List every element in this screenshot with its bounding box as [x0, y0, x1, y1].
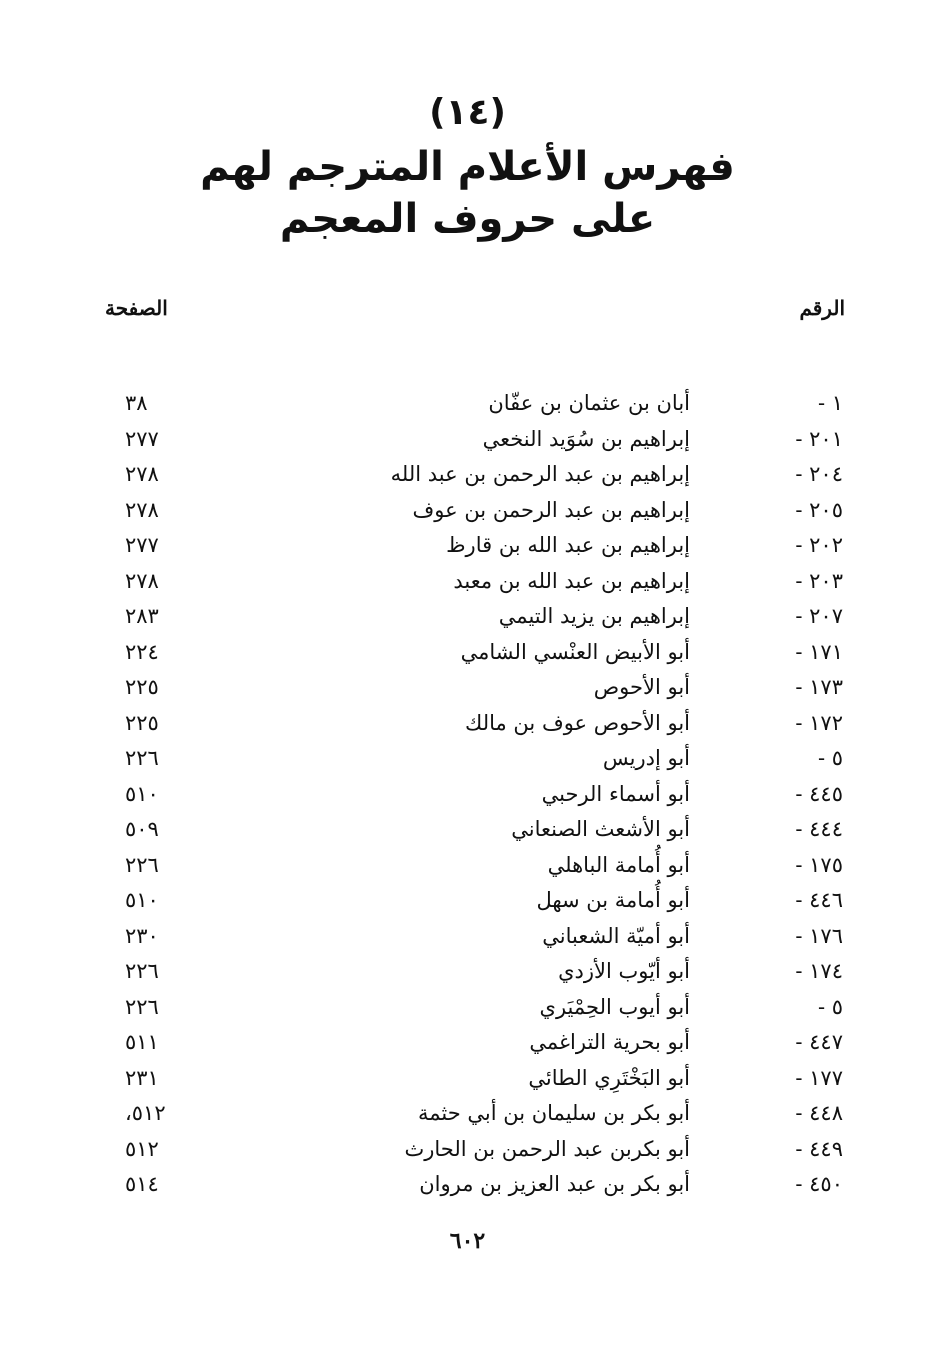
entry-name: أبان بن عثمان بن عفّان: [488, 391, 690, 415]
list-item: [0, 1025, 935, 1061]
entry-page: ٢٧٨: [125, 568, 159, 593]
entry-name: أبو الأحوص عوف بن مالك: [465, 710, 690, 735]
entry-name: أبو أيوب الحِمْيَري: [539, 994, 690, 1019]
page-number: ٦٠٢: [449, 1228, 486, 1254]
entry-number: ١٧٢ -: [795, 710, 843, 735]
entry-number: ٢٠٥ -: [795, 497, 843, 522]
entry-page: ٥١٢،: [125, 1101, 166, 1125]
entry-number: ٥ -: [817, 994, 843, 1019]
list-item: [0, 848, 935, 884]
list-item: [0, 883, 935, 919]
entry-name: أبو أُمامة الباهلي: [547, 852, 690, 877]
list-item: [0, 599, 935, 635]
list-item: [0, 386, 935, 422]
entry-page: ٢٧٨: [125, 497, 159, 522]
list-item: [0, 564, 935, 600]
entry-page: ٥١٢: [125, 1136, 159, 1161]
entry-name: أبو أيّوب الأزدي: [558, 959, 690, 983]
index-list: [0, 386, 935, 1203]
entry-name: أبو إدريس: [602, 746, 690, 770]
list-item: [0, 706, 935, 742]
entry-number: ٤٤٨ -: [795, 1101, 843, 1125]
entry-number: ٢٠٧ -: [795, 604, 843, 628]
entry-number: ١٧٧ -: [795, 1065, 843, 1090]
entry-name: أبو بكربن عبد الرحمن بن الحارث: [404, 1136, 690, 1161]
entry-page: ٢٢٦: [125, 994, 159, 1019]
entry-name: أبو أُمامة بن سهل: [536, 888, 690, 912]
list-item: [0, 812, 935, 848]
entry-name: إبراهيم بن عبد الله بن قارظ: [446, 533, 690, 557]
list-item: [0, 741, 935, 777]
list-item: [0, 954, 935, 990]
section-number: (١٤): [429, 92, 506, 133]
entry-number: ١٧٤ -: [795, 959, 843, 983]
page-title: فهرس الأعلام المترجم لهم: [200, 144, 735, 190]
entry-page: ٣٨: [125, 391, 148, 415]
entry-page: ٢٧٧: [125, 426, 159, 451]
entry-number: ١٧٦ -: [795, 923, 843, 948]
entry-page: ٥١٤: [125, 1172, 159, 1196]
entry-number: ٤٤٧ -: [795, 1030, 843, 1054]
list-item: [0, 493, 935, 529]
entry-page: ٢٧٨: [125, 462, 159, 486]
entry-number: ١ -: [817, 391, 843, 415]
entry-name: إبراهيم بن سُوَيد النخعي: [482, 426, 690, 451]
entry-name: أبو الأبيض العنْسي الشامي: [460, 639, 690, 664]
entry-number: ٢٠١ -: [795, 426, 843, 451]
entry-number: ٢٠٤ -: [795, 462, 843, 486]
entry-page: ٢٢٥: [125, 675, 159, 699]
entry-page: ٢٢٦: [125, 959, 159, 983]
list-item: [0, 528, 935, 564]
list-item: [0, 1167, 935, 1203]
list-item: [0, 635, 935, 671]
entry-name: إبراهيم بن يزيد التيمي: [498, 604, 690, 628]
column-header-page: الصفحة: [105, 296, 168, 320]
entry-number: ٢٠٣ -: [795, 568, 843, 593]
entry-name: إبراهيم بن عبد الرحمن بن عبد الله: [390, 462, 690, 486]
list-item: [0, 457, 935, 493]
entry-page: ٢٣٠: [125, 923, 159, 948]
entry-page: ٢٨٣: [125, 604, 159, 628]
entry-page: ٥١٠: [125, 781, 159, 806]
entry-number: ٤٤٩ -: [795, 1136, 843, 1161]
list-item: [0, 1061, 935, 1097]
entry-name: أبو بكر بن عبد العزيز بن مروان: [419, 1172, 690, 1196]
list-item: [0, 1132, 935, 1168]
entry-page: ٥١١: [125, 1030, 159, 1054]
entry-name: أبو الأشعث الصنعاني: [511, 817, 690, 841]
entry-number: ٢٠٢ -: [795, 533, 843, 557]
entry-name: أبو أميّة الشعباني: [542, 923, 690, 948]
entry-number: ١٧٣ -: [795, 675, 843, 699]
entry-number: ٤٤٦ -: [795, 888, 843, 912]
page-subtitle: على حروف المعجم: [279, 196, 656, 242]
entry-number: ٥ -: [817, 746, 843, 770]
entry-number: ١٧٥ -: [795, 852, 843, 877]
entry-name: أبو بحرية التراغمي: [529, 1030, 690, 1054]
entry-number: ٤٤٤ -: [795, 817, 843, 841]
entry-page: ٢٢٦: [125, 746, 159, 770]
entry-name: إبراهيم بن عبد الله بن معبد: [453, 568, 690, 593]
entry-page: ٥١٠: [125, 888, 159, 912]
entry-name: أبو البَخْتَرِي الطائي: [528, 1065, 690, 1090]
list-item: [0, 1096, 935, 1132]
list-item: [0, 919, 935, 955]
entry-page: ٢٢٤: [125, 639, 159, 664]
entry-number: ٤٤٥ -: [795, 781, 843, 806]
entry-number: ١٧١ -: [795, 639, 843, 664]
list-item: [0, 422, 935, 458]
entry-name: أبو الأحوص: [593, 675, 690, 699]
entry-name: أبو أسماء الرحبي: [541, 781, 690, 806]
entry-page: ٥٠٩: [125, 817, 159, 841]
list-item: [0, 990, 935, 1026]
entry-name: إبراهيم بن عبد الرحمن بن عوف: [412, 497, 690, 522]
entry-number: ٤٥٠ -: [795, 1172, 843, 1196]
column-header-number: الرقم: [799, 296, 845, 320]
entry-name: أبو بكر بن سليمان بن أبي حثمة: [417, 1101, 690, 1125]
list-item: [0, 670, 935, 706]
list-item: [0, 777, 935, 813]
entry-page: ٢٢٥: [125, 710, 159, 735]
entry-page: ٢٢٦: [125, 852, 159, 877]
entry-page: ٢٧٧: [125, 533, 159, 557]
entry-page: ٢٣١: [125, 1065, 159, 1090]
